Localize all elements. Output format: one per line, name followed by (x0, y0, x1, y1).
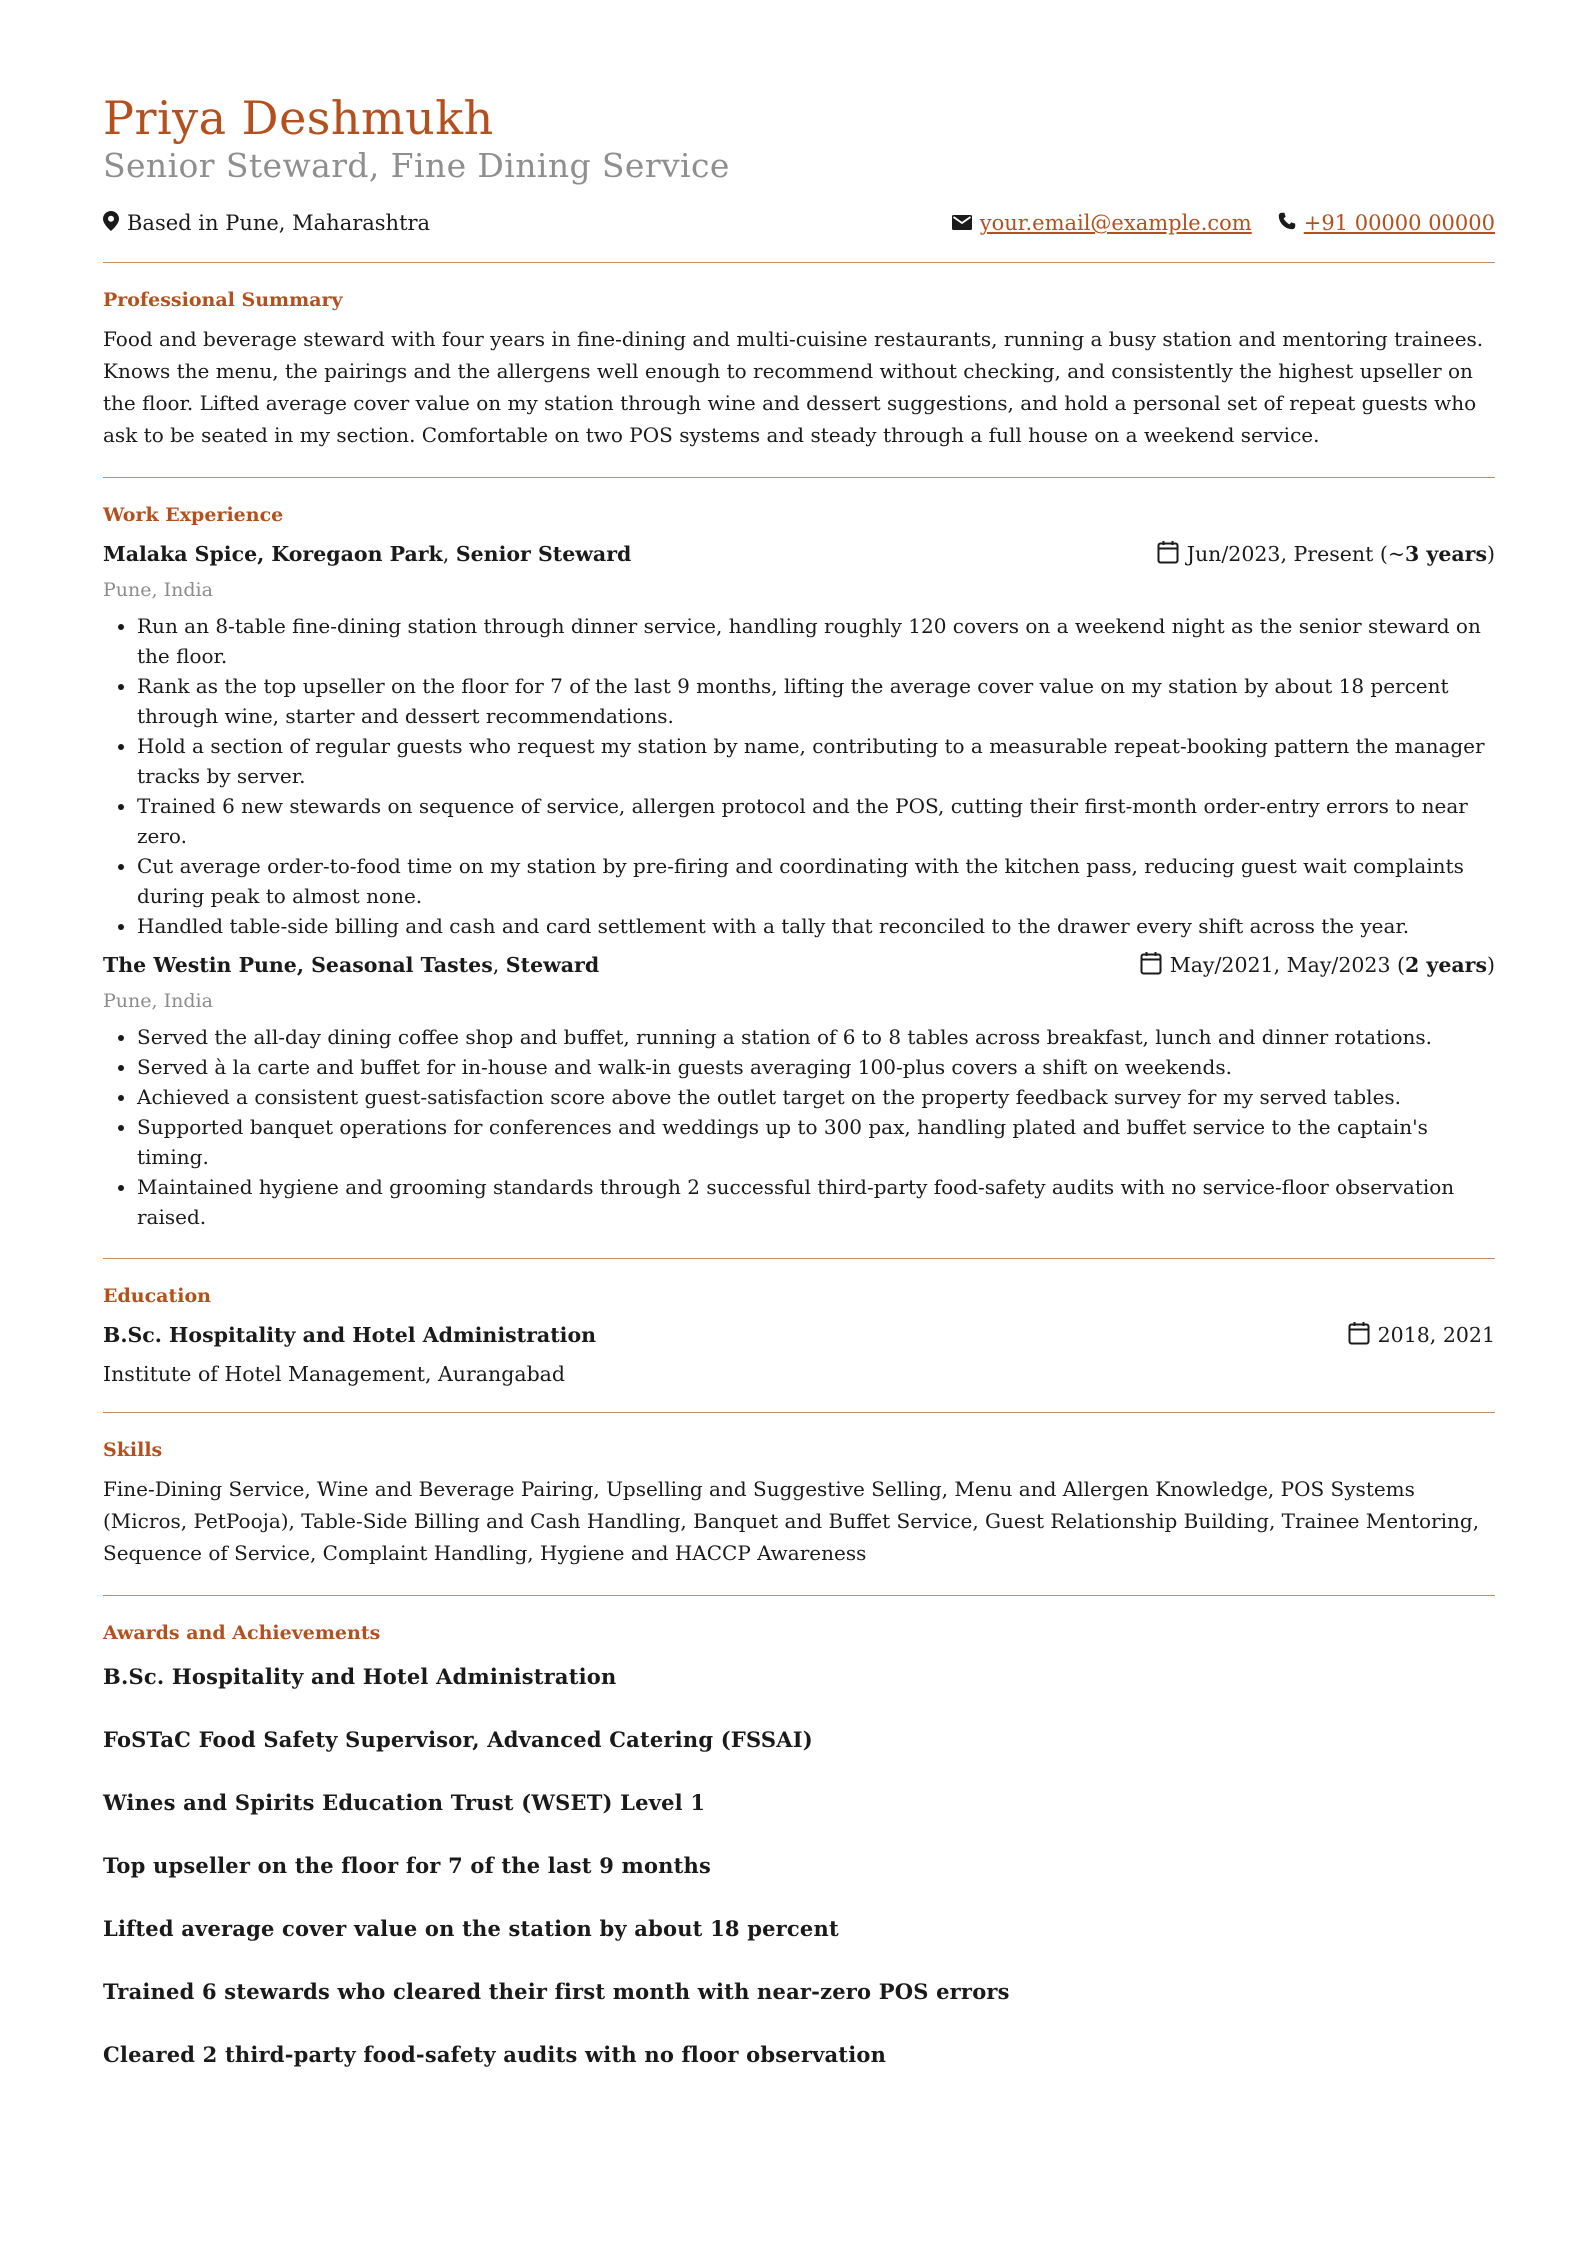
location-text: Based in Pune, Maharashtra (127, 211, 431, 236)
awards-section (103, 1622, 1495, 2067)
divider (103, 1412, 1495, 1413)
education-dates (1348, 1321, 1495, 1350)
summary-section (103, 289, 1495, 451)
contact-links (926, 211, 1495, 235)
education-header (103, 1321, 1495, 1350)
job-bullets (103, 1022, 1495, 1232)
job-duration: 2 years (1405, 953, 1487, 978)
award-item: Top upseller on the floor for 7 of the last 9 months (103, 1852, 712, 1878)
job-header (103, 540, 1495, 569)
divider (103, 1595, 1495, 1596)
experience-section (103, 504, 1495, 1232)
award-item: Wines and Spirits Education Trust (WSET) Level 1 (103, 1789, 706, 1815)
awards-list (103, 1664, 1495, 2067)
award-item: B.Sc. Hospitality and Hotel Administration (103, 1663, 617, 1689)
job-role: Senior Steward (455, 542, 632, 567)
job-dates: Jun/2023, Present (~ 3 years ) (1157, 540, 1495, 569)
list-item: • Maintained hygiene and grooming standards through 2 successful third-party food-safety audits with no service-floor observation raised. (137, 1172, 1495, 1232)
job-title-line: The Westin Pune, Seasonal Tastes, Steward (103, 953, 600, 978)
section-title-summary: Professional Summary (103, 288, 343, 311)
job-bullets (103, 611, 1495, 941)
job-entry (103, 540, 1495, 941)
job-title-line: Malaka Spice, Koregaon Park, Senior Steward (103, 542, 632, 567)
job-location: Pune, India (103, 578, 213, 601)
award-item: FoSTaC Food Safety Supervisor, Advanced Catering (FSSAI) (103, 1726, 813, 1752)
location-item (103, 211, 430, 236)
phone-link[interactable]: +91 00000 00000 (1303, 211, 1495, 236)
skills-section (103, 1439, 1495, 1569)
email-item (952, 211, 1252, 235)
candidate-title: Senior Steward, Fine Dining Service (103, 145, 730, 185)
job-entry (103, 951, 1495, 1232)
summary-text: Food and beverage steward with four years in fine-dining and multi-cuisine restaurants, running a busy station and mentoring trainees. Knows the menu, the pairings and the allergens well enough to recommend without checking, and consistently the highest upseller on the floor. Lifted average cover value on my station through wine and dessert suggestions, and hold a personal set of repeat guests who ask to be seated in my section. Comfortable on two POS systems and steady through a full house on a weekend service. (103, 326, 1484, 447)
section-title-education: Education (103, 1284, 211, 1307)
job-date-range: Jun/2023, Present (~ (1186, 542, 1406, 567)
job-company: Malaka Spice, Koregaon Park (103, 542, 443, 567)
job-role: Steward (505, 953, 600, 978)
job-company: The Westin Pune, Seasonal Tastes (103, 953, 493, 978)
list-item: • Supported banquet operations for conferences and weddings up to 300 pax, handling plated and buffet service to the captain's timing. (137, 1112, 1495, 1172)
envelope-icon (952, 211, 972, 235)
candidate-name: Priya Deshmukh (103, 91, 494, 145)
list-item: • Trained 6 new stewards on sequence of service, allergen protocol and the POS, cutting their first-month order-entry errors to near zero. (137, 791, 1495, 851)
map-pin-icon (103, 211, 119, 236)
skills-text: Fine-Dining Service, Wine and Beverage Pairing, Upselling and Suggestive Selling, Menu and Allergen Knowledge, POS Systems (Micros, PetPooja), Table-Side Billing and Cash Handling, Banquet and Buffet Service, Guest Relationship Building, Trainee Mentoring, Sequence of Service, Complaint Handling, Hygiene and HACCP Awareness (103, 1476, 1480, 1565)
job-header (103, 951, 1495, 980)
section-title-awards: Awards and Achievements (103, 1621, 381, 1644)
phone-item (1278, 211, 1495, 235)
email-link[interactable]: your.email@example.com (979, 211, 1252, 236)
institution: Institute of Hotel Management, Aurangabad (103, 1361, 566, 1386)
section-title-experience: Work Experience (103, 503, 284, 526)
job-date-range: May/2021, May/2023 ( (1169, 953, 1406, 978)
job-duration: 3 years (1405, 542, 1487, 567)
education-section (103, 1285, 1495, 1386)
list-item: • Handled table-side billing and cash and card settlement with a tally that reconciled to the drawer every shift across the year. (137, 911, 1495, 941)
job-dates: May/2021, May/2023 ( 2 years ) (1140, 951, 1495, 980)
list-item: • Served the all-day dining coffee shop and buffet, running a station of 6 to 8 tables across breakfast, lunch and dinner rotations. (137, 1022, 1495, 1052)
contact-row (103, 211, 1495, 236)
resume-page (103, 92, 1495, 2067)
education-date-range: 2018, 2021 (1377, 1323, 1495, 1348)
calendar-icon (1157, 540, 1179, 569)
divider (103, 477, 1495, 478)
list-item: • Run an 8-table fine-dining station through dinner service, handling roughly 120 covers on a weekend night as the senior steward on the floor. (137, 611, 1495, 671)
job-location: Pune, India (103, 989, 213, 1012)
section-title-skills: Skills (103, 1438, 163, 1461)
divider (103, 262, 1495, 263)
award-item: Cleared 2 third-party food-safety audits with no floor observation (103, 2041, 887, 2067)
list-item: • Achieved a consistent guest-satisfaction score above the outlet target on the property feedback survey for my served tables. (137, 1082, 1495, 1112)
calendar-icon (1348, 1321, 1370, 1350)
award-item: Lifted average cover value on the station by about 18 percent (103, 1915, 839, 1941)
degree: B.Sc. Hospitality and Hotel Administration (103, 1323, 597, 1348)
award-item: Trained 6 stewards who cleared their first month with near-zero POS errors (103, 1978, 1010, 2004)
list-item: • Served à la carte and buffet for in-house and walk-in guests averaging 100-plus covers a shift on weekends. (137, 1052, 1495, 1082)
phone-icon (1278, 211, 1296, 235)
list-item: • Rank as the top upseller on the floor for 7 of the last 9 months, lifting the average cover value on my station by about 18 percent through wine, starter and dessert recommendations. (137, 671, 1495, 731)
calendar-icon (1140, 951, 1162, 980)
list-item: • Cut average order-to-food time on my station by pre-firing and coordinating with the kitchen pass, reducing guest wait complaints during peak to almost none. (137, 851, 1495, 911)
divider (103, 1258, 1495, 1259)
list-item: • Hold a section of regular guests who request my station by name, contributing to a measurable repeat-booking pattern the manager tracks by server. (137, 731, 1495, 791)
